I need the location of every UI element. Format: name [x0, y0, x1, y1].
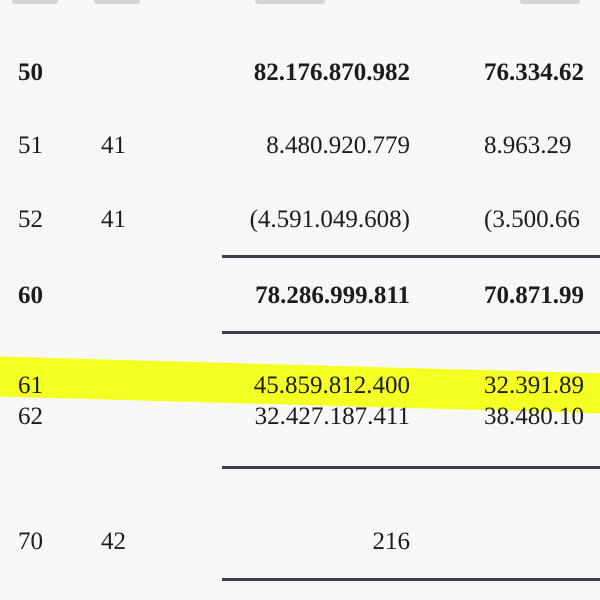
row-value-prior: (3.500.66 [484, 206, 580, 233]
row-value-prior: 70.871.99 [484, 282, 584, 309]
subtotal-rule [222, 255, 600, 258]
row-code: 61 [18, 372, 43, 399]
row-value-current: 32.427.187.411 [254, 403, 410, 430]
row-value-prior: 8.963.29 [484, 132, 572, 159]
row-value-current: 45.859.812.400 [253, 372, 410, 399]
row-value-prior: 76.334.62 [484, 59, 584, 86]
table-row [0, 402, 600, 432]
row-code: 50 [18, 59, 43, 86]
table-row [0, 371, 600, 401]
table-row [0, 281, 600, 311]
row-note: 41 [101, 132, 126, 159]
table-row [0, 58, 600, 88]
row-code: 51 [18, 132, 43, 159]
table-row [0, 131, 600, 161]
cropped-header-mark [94, 0, 140, 4]
row-value-current: (4.591.049.608) [249, 206, 410, 233]
row-value-current: 8.480.920.779 [266, 132, 410, 159]
row-note: 41 [101, 206, 126, 233]
row-note: 42 [101, 528, 126, 555]
row-code: 62 [18, 403, 43, 430]
table-row [0, 205, 600, 235]
subtotal-rule [222, 466, 600, 469]
row-value-current: 78.286.999.811 [255, 282, 410, 309]
cropped-header-mark [255, 0, 325, 4]
row-code: 70 [18, 528, 43, 555]
row-value-current: 216 [372, 528, 410, 555]
row-value-current: 82.176.870.982 [253, 59, 410, 86]
row-code: 52 [18, 206, 43, 233]
row-value-prior: 32.391.89 [484, 372, 584, 399]
total-rule [222, 331, 600, 334]
cropped-header-mark [12, 0, 58, 4]
row-value-prior: 38.480.10 [484, 403, 584, 430]
total-rule [222, 578, 600, 581]
cropped-header-mark [520, 0, 580, 4]
table-row [0, 527, 600, 557]
row-code: 60 [18, 282, 43, 309]
